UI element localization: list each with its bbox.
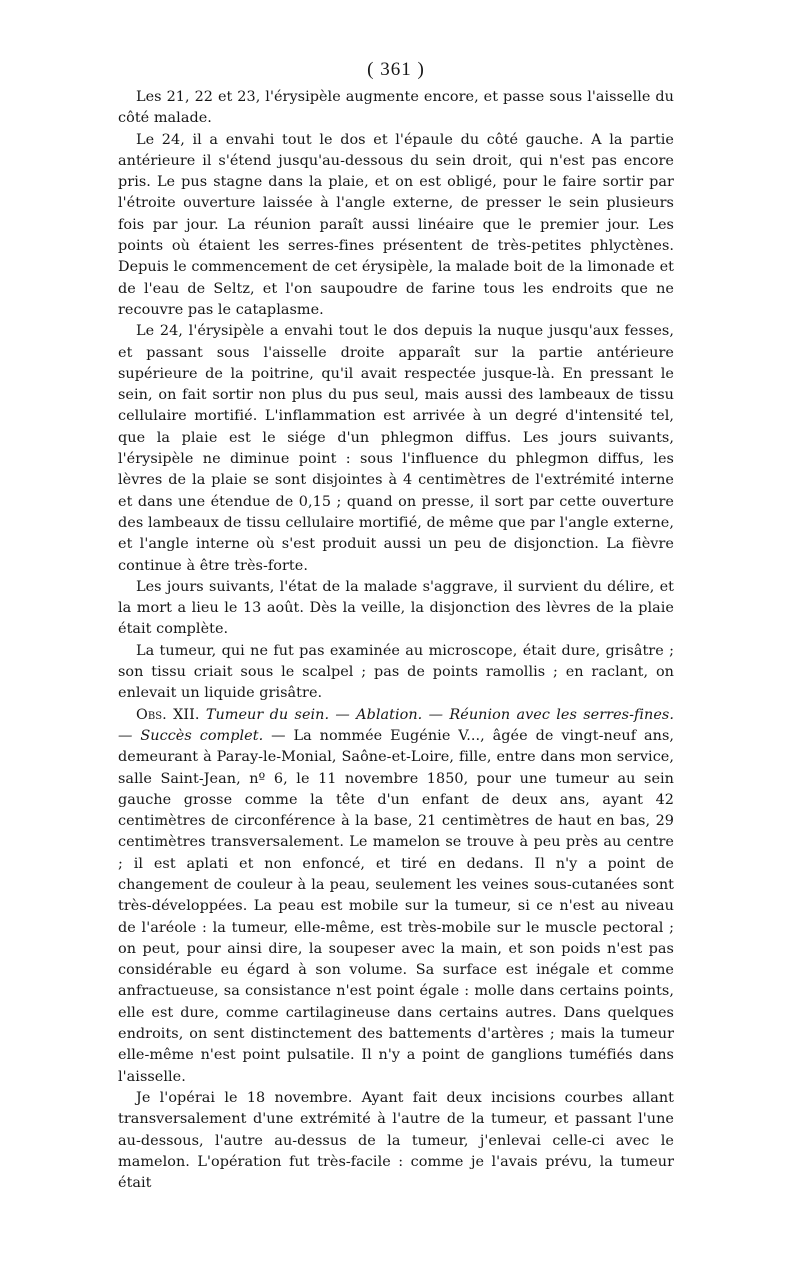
observation-label: Obs. XII.	[136, 706, 200, 723]
paragraph-7: Je l'opérai le 18 novembre. Ayant fait deux incisions courbes allant transversalement d'une extrémité à l'autre de la tumeur, et passant l'une au-dessous, l'autre au-dessus de la tumeur, j'enlevai celle-ci avec le mamelon. L'opération fut très-facile : comme je l'avais prévu, la tumeur était	[118, 1089, 674, 1192]
observation-paragraph	[118, 705, 674, 1088]
observation-text: — La nommée Eugénie V..., âgée de vingt-neuf ans, demeurant à Paray-le-Monial, Saône-et-Loire, fille, entre dans mon service, salle Saint-Jean, nº 6, le 11 novembre 1850, pour une tumeur au sein gauche grosse comme la tête d'un enfant de deux ans, ayant 42 centimètres de circonférence à la base, 21 centimètres de haut en bas, 29 centimètres transversalement. Le mamelon se trouve à peu près au centre ; il est aplati et non enfoncé, et tiré en dedans. Il n'y a point de changement de couleur à la peau, seulement les veines sous-cutanées sont très-développées. La peau est mobile sur la tumeur, si ce n'est au niveau de l'aréole : la tumeur, elle-même, est très-mobile sur le muscle pectoral ; on peut, pour ainsi dire, la soupeser avec la main, et son poids n'est pas considérable eu égard à son volume. Sa surface est inégale et comme anfractueuse, sa consistance n'est point égale : molle dans certains points, elle est dure, comme cartilagineuse dans certains autres. Dans quelques endroits, on sent distinctement des battements d'artères ; mais la tumeur elle-même n'est point pulsatile. Il n'y a point de ganglions tuméfiés dans l'aisselle.	[118, 727, 675, 1085]
paragraph-1: Les 21, 22 et 23, l'érysipèle augmente encore, et passe sous l'aisselle du côté malade.	[118, 89, 674, 127]
page-number: ( 361 )	[367, 59, 425, 80]
observation-title: Tumeur du sein. — Ablation. — Réunion avec les serres-fines. — Succès complet.	[118, 706, 674, 744]
paragraph-2: Le 24, il a envahi tout le dos et l'épaule du côté gauche. A la partie antérieure il s'étend jusqu'au-dessous du sein droit, qui n'est pas encore pris. Le pus stagne dans la plaie, et on est obligé, pour le faire sortir par l'étroite ouverture laissée à l'angle externe, de presser le sein plusieurs fois par jour. La réunion paraît aussi linéaire que le premier jour. Les points où étaient les serres-fines présentent de très-petites phlyctènes. Depuis le commencement de cet érysipèle, la malade boit de la limonade et de l'eau de Seltz, et l'on saupoudre de farine tous les endroits que ne recouvre pas le cataplasme.	[118, 131, 674, 318]
paragraph-5: La tumeur, qui ne fut pas examinée au microscope, était dure, grisâtre ; son tissu criait sous le scalpel ; pas de points ramollis ; en raclant, on enlevait un liquide grisâtre.	[118, 642, 674, 702]
paragraph-4: Les jours suivants, l'état de la malade s'aggrave, il survient du délire, et la mort a lieu le 13 août. Dès la veille, la disjonction des lèvres de la plaie était complète.	[118, 578, 674, 638]
document-page	[118, 58, 674, 1194]
paragraph-3: Le 24, l'érysipèle a envahi tout le dos depuis la nuque jusqu'aux fesses, et passant sous l'aisselle droite apparaît sur la partie antérieure supérieure de la poitrine, qu'il avait respectée jusque-là. En pressant le sein, on fait sortir non plus du pus seul, mais aussi des lambeaux de tissu cellulaire mortifié. L'inflammation est arrivée à un degré d'intensité tel, que la plaie est le siége d'un phlegmon diffus. Les jours suivants, l'érysipèle ne diminue point : sous l'influence du phlegmon diffus, les lèvres de la plaie se sont disjointes à 4 centimètres de l'extrémité interne et dans une étendue de 0,15 ; quand on presse, il sort par cette ouverture des lambeaux de tissu cellulaire mortifié, de même que par l'angle externe, et l'angle interne où s'est produit aussi un peu de disjonction. La fièvre continue à être très-forte.	[118, 323, 674, 574]
